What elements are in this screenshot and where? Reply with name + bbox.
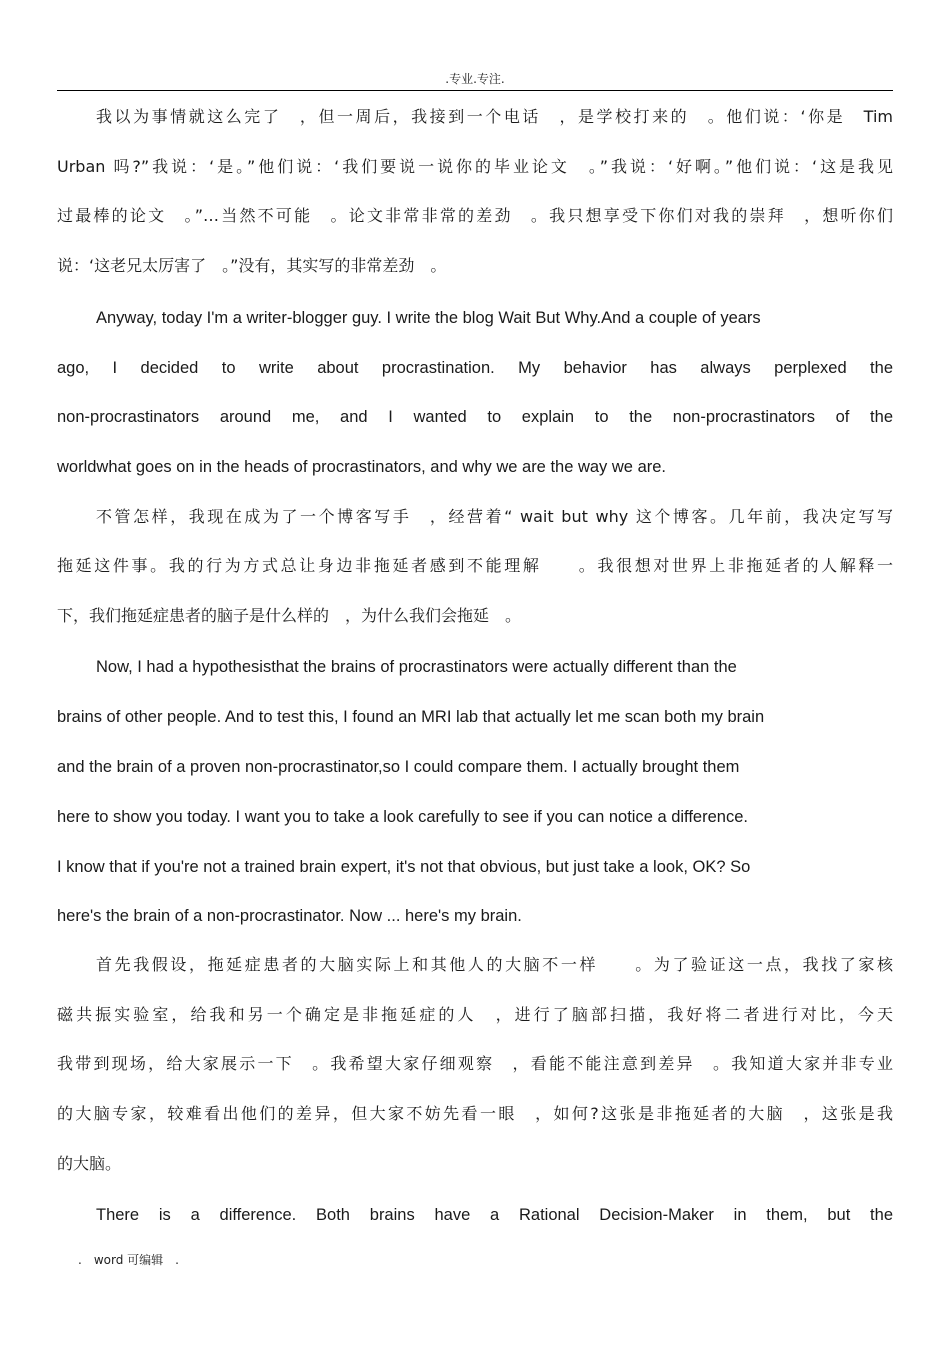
text-line: here's the brain of a non-procrastinator. Now ... here's my brain.	[57, 907, 522, 925]
text-line: 首先我假设，拖延症患者的大脑实际上和其他人的大脑不一样 。为了验证这一点，我找了家核	[96, 955, 893, 974]
text-line: 拖延这件事。我的行为方式总让身边非拖延者感到不能理解 。我很想对世界上非拖延者的人解释一	[57, 556, 893, 575]
text-line: here to show you today. I want you to take a look carefully to see if you can notice a difference.	[57, 808, 748, 826]
header-divider	[57, 90, 893, 91]
text-line: 我以为事情就这么完了 ，但一周后，我接到一个电话 ，是学校打来的 。他们说：‘你是 Tim	[96, 107, 893, 126]
text-line: 下，我们拖延症患者的脑子是什么样的 ，为什么我们会拖延 。	[57, 606, 522, 625]
text-line: 磁共振实验室，给我和另一个确定是非拖延症的人 ，进行了脑部扫描，我好将二者进行对比，今天	[57, 1005, 893, 1024]
text-line: 不管怎样，我现在成为了一个博客写手 ，经营着“ wait but why 这个博客。几年前，我决定写写	[96, 507, 893, 526]
text-line: Urban 吗?”我说：‘是。”他们说：‘我们要说一说你的毕业论文 。”我说：‘好啊。”他们说：‘这是我见	[57, 157, 893, 176]
text-line: worldwhat goes on in the heads of procrastinators, and why we are the way we are.	[57, 458, 667, 476]
text-line: non-procrastinators around me, and I wanted to explain to the non-procrastinators of the	[57, 408, 893, 426]
page-footer: . word 可编辑 .	[78, 1253, 179, 1267]
text-line: ago, I decided to write about procrastination. My behavior has always perplexed the	[57, 359, 893, 377]
text-line: 的大脑。	[57, 1154, 122, 1173]
text-line: 我带到现场，给大家展示一下 。我希望大家仔细观察 ，看能不能注意到差异 。我知道大家并非专业	[57, 1054, 893, 1073]
text-line: brains of other people. And to test this, I found an MRI lab that actually let me scan both my brain	[57, 708, 765, 726]
text-line: Anyway, today I'm a writer-blogger guy. I write the blog Wait But Why.And a couple of years	[96, 309, 761, 327]
text-line: and the brain of a proven non-procrastinator,so I could compare them. I actually brought them	[57, 758, 740, 776]
text-line: 过最棒的论文 。”…当然不可能 。论文非常非常的差劲 。我只想享受下你们对我的崇拜 ，想听你们	[57, 206, 893, 225]
text-line: 说：‘这老兄太厉害了 。”没有，其实写的非常差劲 。	[57, 256, 447, 275]
text-line: I know that if you're not a trained brain expert, it's not that obvious, but just take a look, OK? So	[57, 858, 751, 876]
text-line: Now, I had a hypothesisthat the brains of procrastinators were actually different than the	[96, 658, 737, 676]
text-line: There is a difference. Both brains have a Rational Decision-Maker in them, but the	[96, 1206, 893, 1224]
page-header: .专业.专注.	[445, 72, 505, 86]
text-line: 的大脑专家，较难看出他们的差异，但大家不妨先看一眼 ，如何?这张是非拖延者的大脑 ，这张是我	[57, 1104, 893, 1123]
